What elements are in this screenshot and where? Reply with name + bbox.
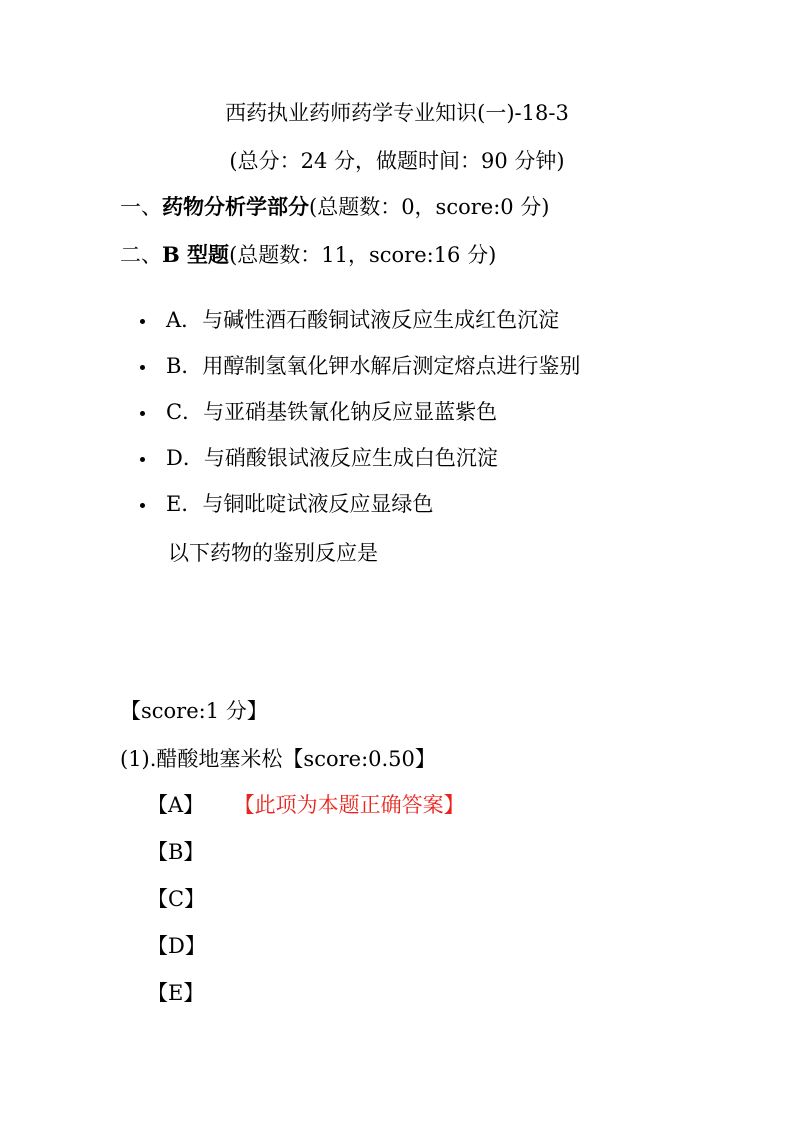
answer-item-b <box>147 837 465 884</box>
section-meta: (总题数：11，score:16 分) <box>229 243 497 267</box>
answer-item-c <box>147 884 465 931</box>
answer-label: 【D】 <box>147 934 206 958</box>
option-item-b <box>140 351 580 397</box>
option-text: C．与亚硝基铁氰化钠反应显蓝紫色 <box>166 400 498 424</box>
section-heading-2 <box>120 240 496 270</box>
section-name: 药物分析学部分 <box>162 194 309 219</box>
option-text: E．与铜吡啶试液反应显绿色 <box>166 492 434 516</box>
answer-list <box>147 790 465 1025</box>
section-meta: (总题数：0，score:0 分) <box>309 195 550 219</box>
answer-item-d <box>147 931 465 978</box>
bullet-icon <box>140 319 145 324</box>
question-stem: 以下药物的鉴别反应是 <box>168 541 378 565</box>
document-subtitle: (总分：24 分，做题时间：90 分钟) <box>229 149 565 173</box>
section-heading-1 <box>120 192 550 222</box>
section-prefix: 二、 <box>120 243 162 267</box>
bullet-icon <box>140 365 145 370</box>
option-item-e <box>140 489 580 535</box>
answer-item-a <box>147 790 465 837</box>
bullet-icon <box>140 411 145 416</box>
section-prefix: 一、 <box>120 195 162 219</box>
answer-label: 【A】 <box>147 793 205 817</box>
option-item-c <box>140 397 580 443</box>
option-text: D．与硝酸银试液反应生成白色沉淀 <box>166 446 498 470</box>
answer-label: 【B】 <box>147 840 205 864</box>
bullet-icon <box>140 503 145 508</box>
option-item-d <box>140 443 580 489</box>
option-item-a <box>140 305 580 351</box>
answer-item-e <box>147 978 465 1025</box>
answer-label: 【C】 <box>147 887 206 911</box>
option-text: A．与碱性酒石酸铜试液反应生成红色沉淀 <box>166 308 560 332</box>
document-title: 西药执业药师药学专业知识(一)-18-3 <box>225 101 569 125</box>
answer-label: 【E】 <box>147 981 205 1005</box>
bullet-icon <box>140 457 145 462</box>
correct-answer-note: 【此项为本题正确答案】 <box>244 793 465 817</box>
option-list <box>140 305 580 535</box>
option-text: B．用醇制氢氧化钾水解后测定熔点进行鉴别 <box>166 354 581 378</box>
section-name: B 型题 <box>162 242 230 267</box>
group-score: 【score:1 分】 <box>120 699 268 723</box>
question-text: (1).醋酸地塞米松【score:0.50】 <box>120 747 436 771</box>
